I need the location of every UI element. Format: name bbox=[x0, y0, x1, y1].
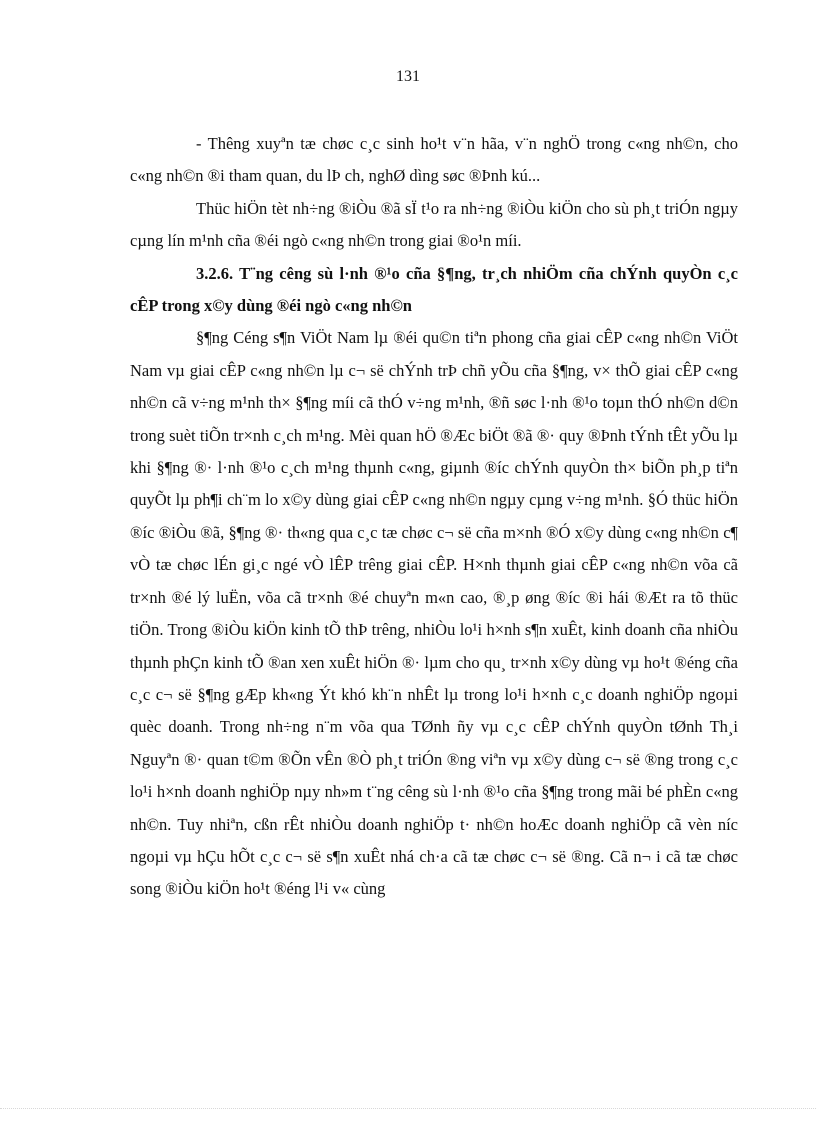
bullet-paragraph: - Thêng xuyªn tæ chøc c¸c sinh ho¹t v¨n hãa, v¨n nghÖ trong c«ng nh©n, cho c«ng nh©n ®i tham quan, du lÞ ch, nghØ dìng søc ®Þnh kú... bbox=[130, 134, 738, 186]
body-text bbox=[130, 128, 738, 906]
paragraph: §¶ng Céng s¶n ViÖt Nam lµ ®éi qu©n tiªn phong cña giai cÊP c«ng nh©n ViÖt Nam vµ giai cÊP c«ng nh©n lµ c¬ së chÝnh trÞ chñ yÕu cña §¶ng, v× thÕ giai cÊP c«ng nh©n cã v÷ng m¹nh th× §¶ng míi cã thÓ v÷ng m¹nh, ®ñ søc l·nh ®¹o toµn thÓ nh©n d©n trong suèt tiÕn tr×nh c¸ch m¹ng. Mèi quan hÖ ®Æc biÖt ®ã ®· quy ®Þnh tÝnh tÊt yÕu lµ khi §¶ng ®· l·nh ®¹o c¸ch m¹ng thµnh c«ng, giµnh ®íc chÝnh quyÒn th× biÕn ph¸p tiªn quyÕt lµ ph¶i ch¨m lo x©y dùng giai cÊP c«ng nh©n ngµy cµng v÷ng m¹nh. §Ó thüc hiÖn ®íc ®iÒu ®ã, §¶ng ®· th«ng qua c¸c tæ chøc c¬ së cña m×nh ®Ó x©y dùng c«ng nh©n c¶ vÒ tæ chøc lÉn gi¸c ngé vÒ lÊP trêng giai cÊP. H×nh thµnh giai cÊP c«ng nh©n võa cã tr×nh ®é lý luËn, võa cã tr×nh ®é chuyªn m«n cao, ®¸p øng ®íc ®i hái ®Æt ra tõ thüc tiÖn. Trong ®iÒu kiÖn kinh tÕ thÞ trêng, nhiÒu lo¹i h×nh s¶n xuÊt, kinh doanh cña nhiÒu thµnh phÇn kinh tÕ ®an xen xuÊt hiÖn ®· lµm cho qu¸ tr×nh x©y dùng vµ ho¹t ®éng cña c¸c c¬ së §¶ng gÆp kh«ng Ýt khó kh¨n nhÊt lµ trong lo¹i h×nh c¸c doanh nghiÖp ngoµi quèc doanh. Trong nh÷ng n¨m võa qua TØnh ñy vµ c¸c cÊP chÝnh quyÒn tØnh Th¸i Nguyªn ®· quan t©m ®Õn vÊn ®Ò ph¸t triÓn ®ng viªn vµ x©y dùng c¬ së ®ng trong c¸c lo¹i h×nh doanh nghiÖp nµy nh»m t¨ng cêng sù l·nh ®¹o cña §¶ng trong mãi bé phÈn c«ng nh©n. Tuy nhiªn, cßn rÊt nhiÒu doanh nghiÖp t· nh©n hoÆc doanh nghiÖp cã vèn níc ngoµi vµ hÇu hÕt c¸c c¬ së s¶n xuÊt nhá ch·a cã tæ chøc c¬ së ®ng. Cã n¬ i cã tæ chøc song ®iÒu kiÖn ho¹t ®éng l¹i v« cùng bbox=[130, 328, 738, 899]
page-bottom-divider bbox=[0, 1108, 816, 1109]
section-heading: 3.2.6. T¨ng cêng sù l·nh ®¹o cña §¶ng, tr¸ch nhiÖm cña chÝnh quyÒn c¸c cÊP trong x©y dùng ®éi ngò c«ng nh©n bbox=[130, 263, 738, 316]
page-number: 131 bbox=[396, 68, 420, 85]
paragraph: Thüc hiÖn tèt nh÷ng ®iÒu ®ã sÏ t¹o ra nh÷ng ®iÒu kiÖn cho sù ph¸t triÓn ngµy cµng lín m¹nh cña ®éi ngò c«ng nh©n trong giai ®o¹n míi. bbox=[130, 198, 738, 251]
